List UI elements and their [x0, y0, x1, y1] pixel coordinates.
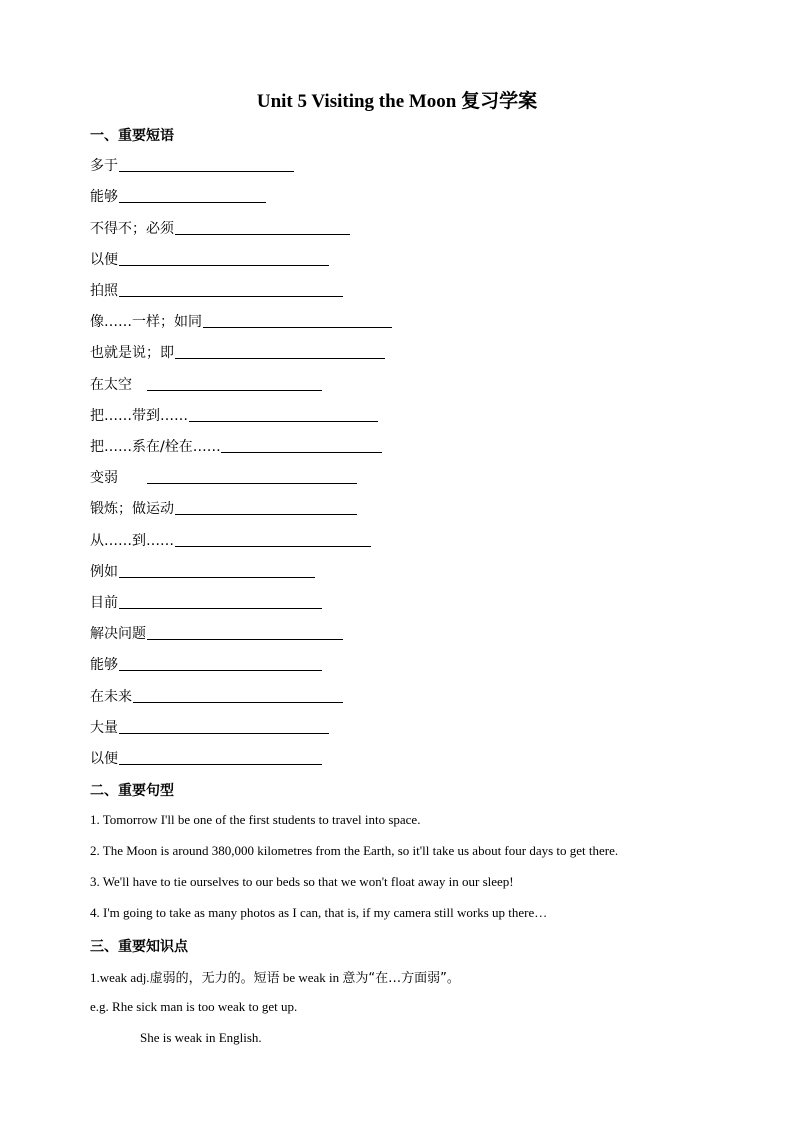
answer-blank[interactable]: [175, 546, 371, 547]
sentence-item: 4. I'm going to take as many photos as I can, that is, if my camera still works up there…: [90, 905, 548, 920]
answer-blank[interactable]: [147, 483, 357, 484]
answer-blank[interactable]: [147, 639, 343, 640]
answer-blank[interactable]: [175, 358, 385, 359]
sentence-item: 2. The Moon is around 380,000 kilometres from the Earth, so it'll take us about four days to get there.: [90, 843, 619, 858]
phrase-item: 像……一样；如同: [90, 311, 202, 331]
phrase-item: 多于: [90, 155, 118, 175]
answer-blank[interactable]: [119, 265, 329, 266]
section-heading-phrases: 一、重要短语: [90, 128, 174, 144]
page-title: Unit 5 Visiting the Moon 复习学案: [256, 91, 538, 112]
phrase-item: 能够: [90, 186, 118, 206]
sentence-item: 3. We'll have to tie ourselves to our beds so that we won't float away in our sleep!: [90, 874, 514, 889]
phrase-item: 把……带到……: [90, 405, 188, 425]
phrase-item: 在太空: [90, 374, 132, 394]
phrase-item: 解决问题: [90, 623, 146, 643]
answer-blank[interactable]: [119, 670, 322, 671]
phrase-item: 大量: [90, 717, 118, 737]
answer-blank[interactable]: [147, 390, 322, 391]
phrase-item: 锻炼；做运动: [90, 498, 174, 518]
answer-blank[interactable]: [119, 764, 322, 765]
phrase-item: 目前: [90, 592, 118, 612]
answer-blank[interactable]: [175, 234, 350, 235]
knowledge-point: 1.weak adj.虚弱的，无力的。短语 be weak in 意为“在…方面弱”。: [90, 970, 460, 986]
answer-blank[interactable]: [189, 421, 378, 422]
answer-blank[interactable]: [221, 452, 382, 453]
phrase-item: 以便: [90, 748, 118, 768]
answer-blank[interactable]: [119, 296, 343, 297]
phrase-item: 以便: [90, 249, 118, 269]
phrase-item: 也就是说；即: [90, 342, 174, 362]
phrase-item: 在未来: [90, 686, 132, 706]
section-heading-sentences: 二、重要句型: [90, 783, 174, 799]
answer-blank[interactable]: [119, 171, 294, 172]
answer-blank[interactable]: [133, 702, 343, 703]
answer-blank[interactable]: [119, 202, 266, 203]
answer-blank[interactable]: [175, 514, 357, 515]
answer-blank[interactable]: [119, 608, 322, 609]
phrase-item: 不得不；必须: [90, 218, 174, 238]
answer-blank[interactable]: [119, 733, 329, 734]
phrase-item: 例如: [90, 561, 118, 581]
phrase-item: 变弱: [90, 467, 118, 487]
phrase-item: 能够: [90, 654, 118, 674]
example-sentence: She is weak in English.: [140, 1030, 262, 1045]
phrase-item: 把……系在/栓在……: [90, 436, 221, 456]
answer-blank[interactable]: [203, 327, 392, 328]
answer-blank[interactable]: [119, 577, 315, 578]
sentence-item: 1. Tomorrow I'll be one of the first students to travel into space.: [90, 812, 421, 827]
phrase-item: 拍照: [90, 280, 118, 300]
example-sentence: e.g. Rhe sick man is too weak to get up.: [90, 999, 298, 1014]
phrase-item: 从……到……: [90, 530, 174, 550]
section-heading-knowledge: 三、重要知识点: [90, 939, 188, 955]
